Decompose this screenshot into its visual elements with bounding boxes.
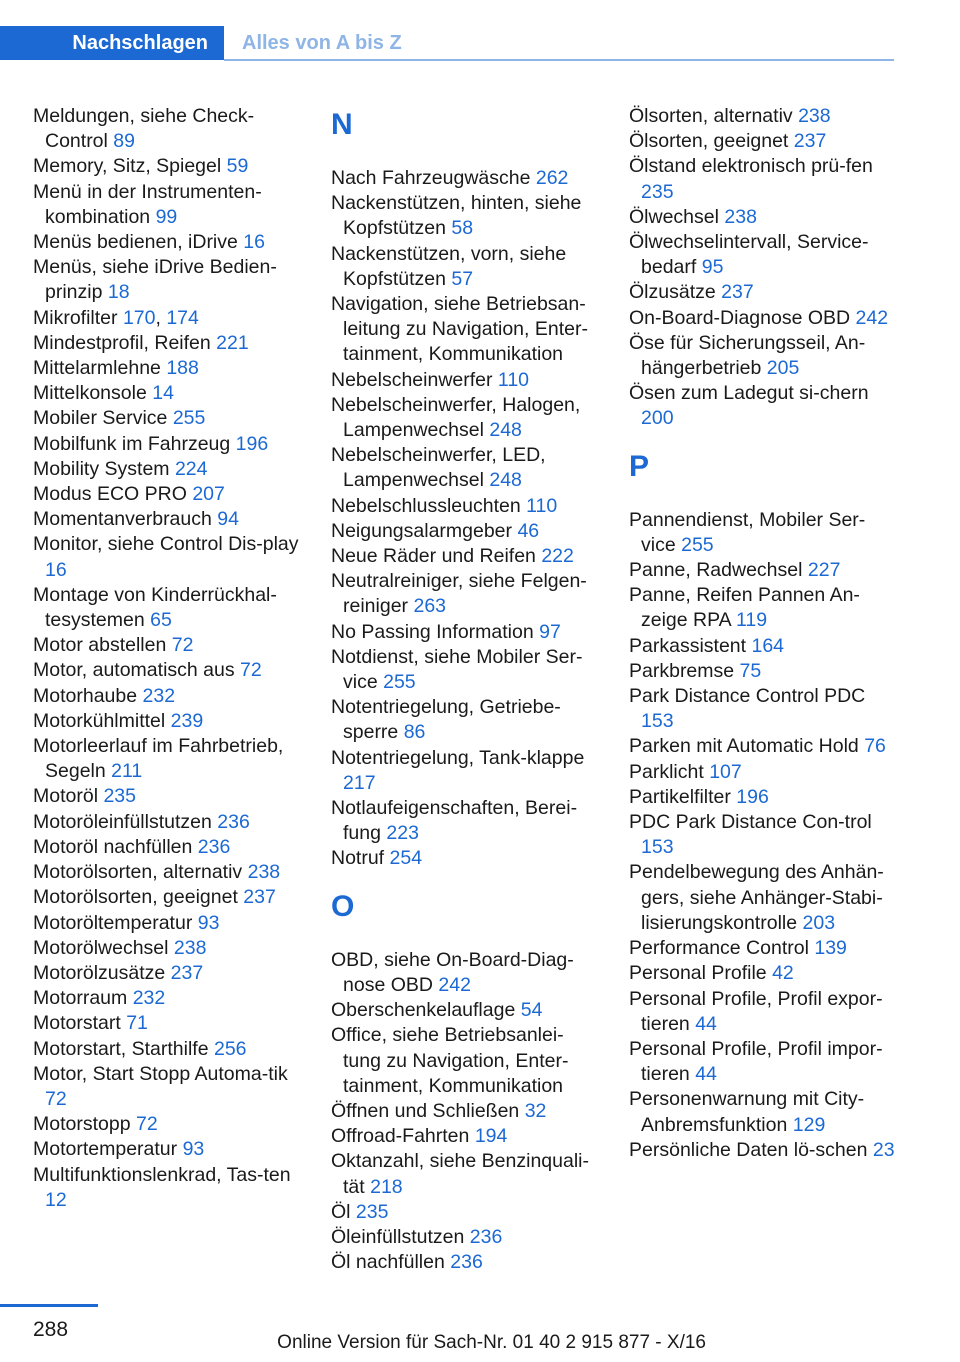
page-link[interactable]: 238 (173, 936, 207, 959)
index-term: Pannendienst, Mobiler Ser-vice (629, 508, 866, 556)
online-version-note: Online Version für Sach-Nr. 01 40 2 915 877 - X/16 (277, 1332, 706, 1353)
index-entry (33, 1011, 301, 1036)
page-link[interactable]: 153 (641, 710, 674, 733)
index-term: Nebelscheinwerfer, Halogen, Lampenwechsel (331, 393, 581, 442)
index-entry (331, 796, 599, 846)
page-link[interactable]: 58 (451, 217, 474, 240)
page-link[interactable]: 221 (216, 331, 249, 354)
tab-alles-von-a-bis-z[interactable]: Alles von A bis Z (242, 31, 402, 54)
page-link[interactable]: 254 (389, 847, 423, 870)
index-entry (33, 230, 301, 255)
index-entry (33, 331, 301, 356)
index-entry (33, 911, 301, 936)
index-term: Oktanzahl, siehe Benzinquali-tät (331, 1150, 589, 1198)
page-link[interactable]: 256 (213, 1037, 247, 1060)
index-term: On-Board-Diagnose OBD (629, 306, 851, 329)
index-entry (331, 948, 599, 998)
index-term: Partikelfilter (629, 785, 731, 808)
index-entry (33, 1137, 301, 1162)
index-term: Motorraum (33, 987, 128, 1010)
page-link[interactable]: 95 (701, 256, 724, 279)
page-link[interactable]: 94 (217, 508, 239, 531)
index-term: Personal Profile, Profil impor-tieren (629, 1037, 883, 1086)
index-term: Persönliche Daten lö-schen (629, 1138, 868, 1161)
page-link[interactable]: 237 (793, 130, 827, 153)
index-term: Motorleerlauf im Fahrbetrieb, Segeln (33, 735, 284, 783)
page-link[interactable]: 86 (403, 721, 426, 744)
page-link[interactable]: 238 (724, 205, 757, 228)
page-link[interactable]: 236 (197, 835, 231, 858)
index-term: Ölsorten, geeignet (629, 130, 789, 153)
index-entry (33, 1163, 301, 1213)
index-term: Menüs, siehe iDrive Bedien-prinzip (33, 256, 277, 304)
index-entry (331, 1099, 599, 1124)
index-entry (331, 191, 599, 241)
index-entry: Mikrofilter 170, 174 (33, 306, 199, 329)
index-entry (331, 998, 599, 1023)
page-link[interactable]: 16 (243, 231, 265, 254)
index-term: Neutralreiniger, siehe Felgen-reiniger (331, 570, 587, 618)
index-entry (629, 987, 897, 1037)
page-link[interactable]: 153 (641, 836, 674, 859)
page-link[interactable]: 255 (681, 533, 714, 556)
page-link[interactable]: 99 (155, 205, 178, 228)
index-entry (331, 1200, 599, 1225)
index-term: Motorölwechsel (33, 936, 169, 959)
index-entry (33, 180, 301, 230)
index-term: Motor, automatisch aus (33, 659, 235, 682)
index-term: Motorölsorten, alternativ (33, 861, 243, 884)
page-link[interactable]: 72 (45, 1087, 67, 1110)
header-divider (224, 59, 894, 61)
index-entry (629, 1037, 897, 1087)
index-term: Notdienst, siehe Mobiler Ser-vice (331, 645, 583, 694)
index-term: Motorölsorten, geeignet (33, 886, 238, 909)
index-entry (33, 532, 301, 582)
index-entry (629, 659, 897, 684)
index-entry (629, 381, 897, 431)
page-link[interactable]: 164 (751, 634, 785, 657)
page-link[interactable]: 170 (122, 306, 156, 329)
page-link[interactable]: 237 (170, 961, 204, 984)
index-term: Performance Control (629, 937, 809, 960)
page-link[interactable]: 237 (243, 886, 276, 909)
index-entry (33, 457, 301, 482)
index-term: Nackenstützen, hinten, siehe Kopfstützen (331, 192, 582, 240)
index-term: Motor abstellen (33, 634, 167, 657)
index-term: Öffnen und Schließen (331, 1099, 520, 1122)
page-link[interactable]: 65 (150, 609, 172, 632)
index-term: Öl (331, 1200, 351, 1223)
index-term: Notlaufeigenschaften, Berei-fung (331, 797, 578, 845)
index-term: Office, siehe Betriebsanlei-tung zu Navigation, Enter-tainment, Kommunikation (331, 1024, 569, 1097)
index-term: Pendelbewegung des Anhän-gers, siehe Anhänger-Stabi-lisierungskontrolle (629, 861, 884, 934)
index-term: Mindestprofil, Reifen (33, 331, 211, 354)
index-term: Parken mit Automatic Hold (629, 735, 859, 758)
page-link[interactable]: 222 (541, 545, 574, 568)
index-entry (629, 760, 897, 785)
index-entry (331, 620, 599, 645)
index-entry (629, 508, 897, 558)
index-term: Motoröleinfüllstutzen (33, 810, 212, 833)
index-entry (331, 846, 599, 871)
index-term: Öl nachfüllen (331, 1251, 445, 1274)
page-link[interactable]: 211 (111, 760, 143, 783)
page-link[interactable]: 196 (235, 432, 269, 455)
index-entry (331, 645, 599, 695)
page-link[interactable]: 57 (451, 267, 474, 290)
page-link[interactable]: 263 (413, 595, 447, 618)
index-term: Parkassistent (629, 634, 747, 657)
page-link[interactable]: 188 (166, 357, 199, 380)
index-entry (331, 746, 599, 796)
index-entry (33, 1062, 301, 1112)
page-link[interactable]: 242 (855, 306, 889, 329)
page-link[interactable]: 89 (113, 130, 135, 153)
index-entry (33, 406, 301, 431)
index-term: Öleinfüllstutzen (331, 1225, 465, 1248)
index-term: Oberschenkelauflage (331, 999, 516, 1022)
index-term: Ölstand elektronisch prü-fen (629, 155, 873, 178)
index-term: Personal Profile, Profil expor-tieren (629, 987, 883, 1035)
index-term: Ölzusätze (629, 281, 716, 304)
page-link[interactable]: 238 (798, 105, 831, 127)
page-link[interactable]: 242 (438, 973, 471, 996)
page-link[interactable]: 236 (217, 810, 250, 833)
index-term: Motortemperatur (33, 1138, 178, 1161)
page-link[interactable]: 223 (386, 822, 419, 845)
header (0, 0, 960, 70)
index-term: Neue Räder und Reifen (331, 545, 536, 568)
index-term: Ölsorten, alternativ (629, 105, 793, 127)
index-entry (331, 292, 599, 368)
page-link[interactable]: 239 (170, 709, 204, 732)
index-entry (629, 230, 897, 280)
page-link[interactable]: 196 (736, 785, 769, 808)
index-entry (33, 810, 301, 835)
index-term: Motorkühlmittel (33, 709, 166, 732)
index-entry (629, 936, 897, 961)
page-link[interactable]: 16 (45, 558, 67, 581)
index-term: Motorstart, Starthilfe (33, 1037, 209, 1060)
index-entry (33, 684, 301, 709)
page-link[interactable]: 42 (772, 962, 794, 985)
page-link[interactable]: 72 (240, 659, 262, 682)
index-entry (33, 658, 301, 683)
index-entry (33, 633, 301, 658)
page-link[interactable]: 255 (383, 671, 416, 694)
page-link[interactable]: 235 (355, 1200, 389, 1223)
page-link[interactable]: 232 (132, 987, 166, 1010)
index-entry (331, 393, 599, 443)
index-term: Notruf (331, 847, 385, 870)
index-term: Panne, Radwechsel (629, 559, 803, 582)
index-entry (629, 154, 897, 204)
index-entry (629, 810, 897, 860)
index-entry (33, 734, 301, 784)
index-entry (629, 1087, 897, 1137)
page-link[interactable]: 12 (45, 1188, 67, 1211)
index-entry (331, 1225, 599, 1250)
footer-accent-line (0, 1304, 98, 1307)
index-column-2 (331, 104, 599, 1275)
index-entry (33, 860, 301, 885)
index-entry (331, 519, 599, 544)
page-link[interactable]: 23 (872, 1138, 895, 1161)
index-term: Montage von Kinderrückhal-tesystemen (33, 583, 277, 632)
index-entry (629, 684, 897, 734)
index-entry (629, 961, 897, 986)
index-term: Nebelscheinwerfer (331, 368, 493, 391)
index-entry (33, 482, 301, 507)
index-term: No Passing Information (331, 620, 534, 643)
index-term: Neigungsalarmgeber (331, 519, 513, 542)
page-link[interactable]: 248 (489, 419, 522, 442)
index-entry (33, 104, 301, 154)
index-entry (331, 242, 599, 292)
index-entry (331, 443, 599, 493)
page-link[interactable]: 224 (174, 457, 208, 480)
index-entry (629, 558, 897, 583)
index-entry (629, 306, 897, 331)
page-link[interactable]: 75 (739, 659, 762, 682)
index-term: Panne, Reifen Pannen An-zeige RPA (629, 584, 860, 632)
index-term: Park Distance Control PDC (629, 685, 866, 708)
page-link[interactable]: 76 (864, 735, 886, 758)
page-link[interactable]: 200 (641, 407, 674, 430)
index-term: Motor, Start Stopp Automa-tik (33, 1062, 288, 1085)
index-entry (33, 784, 301, 809)
index-entry (33, 255, 301, 305)
page-link[interactable]: 207 (192, 483, 225, 506)
index-entry (33, 1037, 301, 1062)
index-entry (33, 356, 301, 381)
index-entry (629, 734, 897, 759)
page-link[interactable]: 203 (802, 911, 836, 934)
index-term: Nach Fahrzeugwäsche (331, 167, 531, 189)
index-term: Ösen zum Ladegut si-chern (629, 382, 869, 405)
page-link[interactable]: 236 (450, 1251, 483, 1274)
index-term: Navigation, siehe Betriebsan-leitung zu Navigation, Enter-tainment, Kommunikation (331, 293, 588, 366)
page-link[interactable]: 97 (539, 620, 561, 643)
index-term: Personal Profile (629, 962, 767, 985)
index-term: Menü in der Instrumenten-kombination (33, 180, 262, 228)
index-term: Nebelscheinwerfer, LED, Lampenwechsel (331, 444, 546, 492)
page-link[interactable]: 44 (695, 1063, 717, 1086)
index-entry (629, 583, 897, 633)
index-entry (629, 280, 897, 305)
index-entry (33, 709, 301, 734)
index-entry (33, 583, 301, 633)
index-entry (331, 368, 599, 393)
index-term: Personenwarnung mit City-Anbremsfunktion (629, 1088, 865, 1136)
index-term: Menüs bedienen, iDrive (33, 231, 238, 254)
page-link[interactable]: 54 (520, 999, 543, 1022)
page-link[interactable]: 248 (489, 469, 522, 492)
index-entry (33, 507, 301, 532)
index-column-1 (33, 104, 301, 1213)
index-entry (33, 961, 301, 986)
index-term: Notentriegelung, Getriebe-sperre (331, 696, 561, 744)
page-link[interactable]: 139 (814, 937, 847, 960)
index-term: Ölwechsel (629, 205, 719, 228)
page-link[interactable]: 237 (721, 281, 754, 304)
index-entry (331, 544, 599, 569)
page-link[interactable]: 238 (247, 861, 281, 884)
page-link[interactable]: 235 (641, 180, 674, 203)
page-link[interactable]: 59 (226, 155, 249, 178)
index-entry (33, 432, 301, 457)
index-entry (331, 569, 599, 619)
index-entry (331, 1124, 599, 1149)
page-link[interactable]: 110 (526, 494, 558, 517)
index-entry (33, 885, 301, 910)
index-term: Modus ECO PRO (33, 483, 187, 506)
index-letter-heading: O (331, 889, 355, 923)
page-link[interactable]: 236 (469, 1225, 503, 1248)
page-link[interactable]: 107 (709, 760, 742, 783)
index-term: Motorstart (33, 1012, 121, 1035)
index-entry (331, 1023, 599, 1099)
index-term: Mittelkonsole (33, 382, 147, 405)
index-entry (331, 166, 599, 191)
index-entry (629, 860, 897, 936)
index-term: Notentriegelung, Tank-klappe (331, 746, 585, 769)
page-number: 288 (33, 1318, 69, 1341)
index-entry (629, 331, 897, 381)
page-link[interactable]: 18 (107, 281, 130, 304)
index-term: Offroad-Fahrten (331, 1125, 470, 1148)
page-link[interactable]: 205 (766, 357, 800, 380)
index-term: Meldungen, siehe Check-Control (33, 105, 255, 153)
page-link[interactable]: 255 (172, 407, 206, 430)
index-term: Parkbremse (629, 659, 735, 682)
index-entry (33, 986, 301, 1011)
index-term: Memory, Sitz, Spiegel (33, 155, 222, 178)
index-entry (629, 129, 897, 154)
page-link[interactable]: 110 (497, 368, 530, 391)
page-link[interactable]: 119 (736, 609, 768, 632)
index-entry (331, 1250, 599, 1275)
page-link[interactable]: 129 (792, 1113, 826, 1136)
page-link[interactable]: 32 (524, 1099, 547, 1122)
page-link[interactable]: 14 (152, 382, 174, 405)
index-term: Ölwechselintervall, Service-bedarf (629, 231, 869, 279)
index-entry (629, 104, 897, 129)
tab-nachschlagen[interactable]: Nachschlagen (0, 26, 224, 60)
page-link[interactable]: 227 (807, 559, 841, 582)
index-entry (629, 205, 897, 230)
index-entry (33, 835, 301, 860)
index-term: Nebelschlussleuchten (331, 494, 521, 517)
page-link[interactable]: 174 (166, 306, 199, 329)
index-term: Nackenstützen, vorn, siehe Kopfstützen (331, 242, 567, 290)
index-term: Motorstopp (33, 1113, 131, 1136)
page-link[interactable]: 72 (135, 1113, 158, 1136)
index-term: Motorhaube (33, 684, 138, 707)
index-entry (331, 1149, 599, 1199)
page-link[interactable]: 71 (126, 1012, 148, 1035)
index-entry (33, 936, 301, 961)
index-term: Mikrofilter (33, 306, 118, 329)
index-term: Multifunktionslenkrad, Tas-ten (33, 1163, 291, 1186)
page-link[interactable]: 93 (197, 911, 220, 934)
index-term: Monitor, siehe Control Dis-play (33, 533, 299, 556)
index-term: Motoröl (33, 785, 99, 808)
index-entry (33, 1112, 301, 1137)
page-link[interactable]: 262 (535, 167, 569, 189)
index-term: Parklicht (629, 760, 704, 783)
index-entry (629, 1138, 897, 1163)
index-entry (33, 381, 301, 406)
index-term: Motorölzusätze (33, 961, 166, 984)
index-term: OBD, siehe On-Board-Diag-nose OBD (331, 948, 574, 996)
index-entry (331, 695, 599, 745)
index-term: Motoröltemperatur (33, 911, 193, 934)
page-link[interactable]: 232 (142, 684, 176, 707)
page-link[interactable]: 44 (695, 1012, 717, 1035)
index-term: Mobilfunk im Fahrzeug (33, 432, 231, 455)
index-term: Mobiler Service (33, 407, 168, 430)
index-letter-heading: N (331, 108, 353, 141)
index-term: Öse für Sicherungsseil, An-hängerbetrieb (629, 331, 866, 380)
index-term: Mittelarmlehne (33, 357, 161, 380)
index-entry (331, 494, 599, 519)
page-link[interactable]: 235 (103, 785, 136, 808)
index-entry (629, 785, 897, 810)
index-term: Motoröl nachfüllen (33, 835, 193, 858)
page-link[interactable]: 194 (474, 1125, 508, 1148)
index-term: Momentanverbrauch (33, 508, 212, 531)
page-link[interactable]: 46 (517, 519, 540, 542)
page-link[interactable]: 93 (182, 1138, 205, 1161)
page-link[interactable]: 218 (370, 1175, 403, 1198)
index-entry (33, 154, 301, 179)
page-link[interactable]: 217 (343, 771, 376, 794)
index-column-3 (629, 104, 897, 1163)
index-entry (629, 634, 897, 659)
index-letter-heading: P (629, 449, 650, 483)
index-term: PDC Park Distance Con-trol (629, 811, 872, 834)
page-link[interactable]: 72 (171, 634, 194, 657)
index-term: Mobility System (33, 457, 170, 480)
